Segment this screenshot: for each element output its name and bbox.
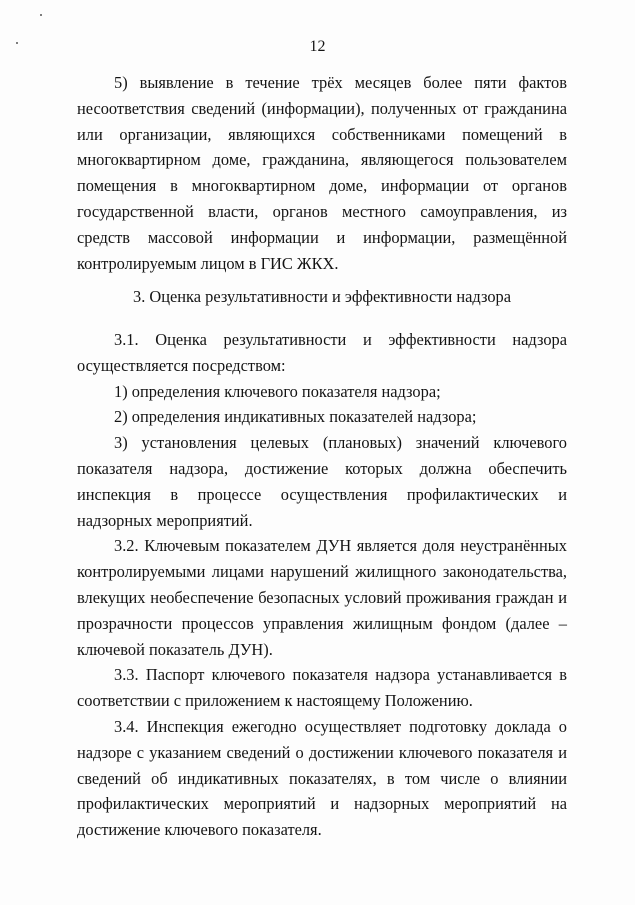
list-item-3-1-1: 1) определения ключевого показателя надзора; <box>114 381 441 401</box>
paragraph-3-1: 3.1. Оценка результативности и эффективности надзора осуществляется посредством: <box>77 330 567 375</box>
section-3-body <box>77 327 567 843</box>
item-5-paragraph: 5) выявление в течение трёх месяцев более пяти фактов несоответствия сведений (информации), полученных от гражданина или организации, являющихся собственниками помещений в многоквартирном доме, гражданина, являющегося пользователем помещения в многоквартирном доме, информации от органов государственной власти, органов местного самоуправления, из средств массовой информации и информации, размещённой контролируемым лицом в ГИС ЖКХ. <box>77 73 567 273</box>
list-item-3-1-3: 3) установления целевых (плановых) значений ключевого показателя надзора, достижение которых должна обеспечить инспекция в процессе осуществления профилактических и надзорных мероприятий. <box>77 433 567 530</box>
list-item-3-1-2: 2) определения индикативных показателей надзора; <box>114 407 477 427</box>
scan-speck <box>40 14 42 16</box>
section-heading: 3. Оценка результативности и эффективности надзора <box>133 287 511 306</box>
paragraph-3-4: 3.4. Инспекция ежегодно осуществляет подготовку доклада о надзоре с указанием сведений о достижении ключевого показателя и сведений об индикативных показателях, в том числе о влиянии профилактических мероприятий и надзорных мероприятий на достижение ключевого показателя. <box>77 716 567 840</box>
page-number: 12 <box>309 38 326 55</box>
paragraph-3-3: 3.3. Паспорт ключевого показателя надзора устанавливается в соответствии с приложением к настоящему Положению. <box>77 665 567 711</box>
paragraph-3-2: 3.2. Ключевым показателем ДУН является доля неустранённых контролируемыми лицами нарушений жилищного законодательства, влекущих необеспечение безопасных условий проживания граждан и прозрачности процессов управления жилищным фондом (далее – ключевой показатель ДУН). <box>77 536 567 659</box>
item-5-block <box>77 70 567 276</box>
